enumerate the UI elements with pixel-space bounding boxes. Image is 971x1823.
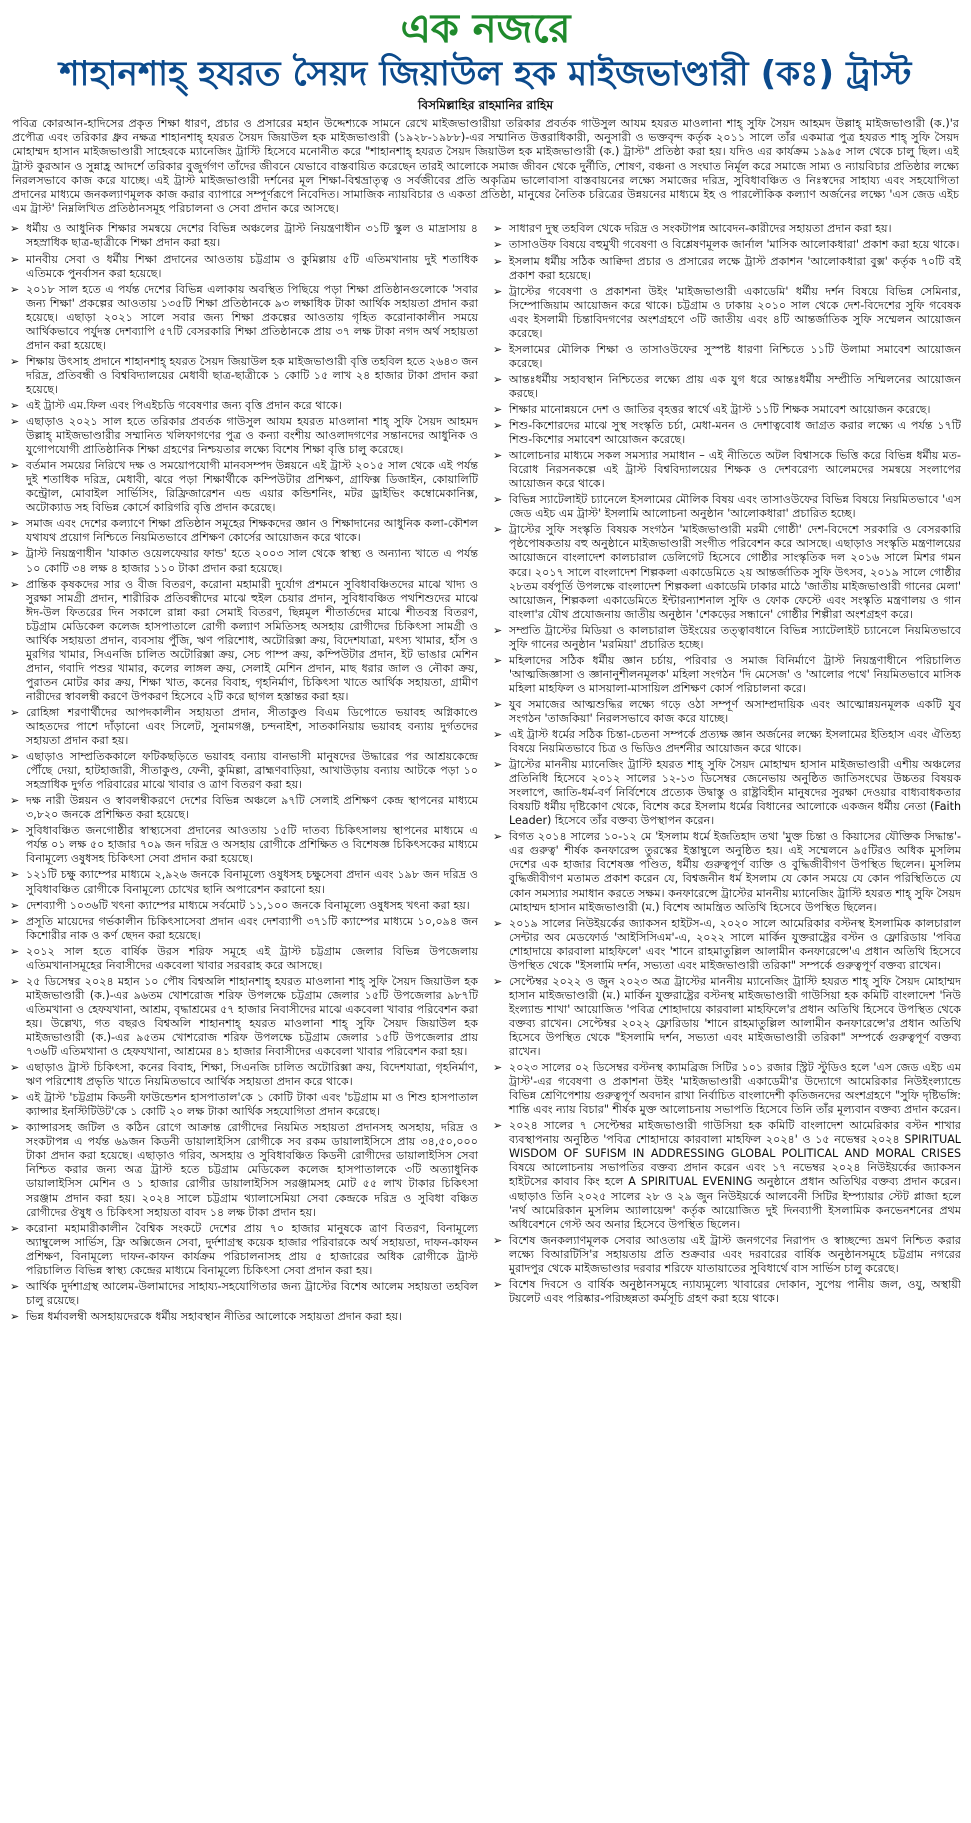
list-item-text: আর্থিক দুর্দশাগ্রস্থ আলেম-উলামাদের সাহায্য-সহযোগিতার জন্য ট্রাস্টের বিশেষ আলেম সহায়তা তহবিল চালু রয়েছে। (26, 1279, 478, 1307)
arrow-right-icon: ➢ (493, 1277, 503, 1291)
list-item-text: ধর্মীয় ও আধুনিক শিক্ষার সমন্বয়ে দেশের বিভিন্ন অঞ্চলের ট্রাস্ট নিয়ন্ত্রণাধীন ৩১টি স্কুল ও মাদ্রাসায় ৪ সহস্রাধিক ছাত্র-ছাত্রীকে শিক্ষা প্রদান করা হয়। (26, 222, 478, 250)
arrow-right-icon: ➢ (493, 254, 503, 268)
list-item-text: শিক্ষায় উৎসাহ প্রদানে শাহানশাহ্ হযরত সৈয়দ জিয়াউল হক মাইজভাণ্ডারী বৃত্তি তহবিল হতে ২৬৪৩ জন দরিদ্র, প্রতিবন্ধী ও বিশ্ববিদ্যালয়ের মেধাবী ছাত্র-ছাত্রীকে ১ কোটি ১৫ লাখ ২৪ হাজার টাকা প্রদান করা হয়েছে। (26, 354, 478, 396)
list-item-text: ২৫ ডিসেম্বর ২০২৪ মহান ১০ পৌষ বিশ্বঅলি শাহানশাহ্ হযরত মাওলানা শাহ্ সুফি সৈয়দ জিয়াউল হক মাইজভাণ্ডারী (ক.)-এর ৯৬তম খোশরোজ শরিফ উপলক্ষে চট্টগ্রাম জেলার ১৫টি উপজেলার ৯৮৭টি এতিমখানা ও হেফযখানা, আশ্রম, বৃদ্ধাশ্রমের ৫৭ হাজার নিবাসীদের মাঝে একবেলা খাবার পরিবেশন করা হয়। উল্লেখ্য, গত বছরও বিশ্বঅলি শাহানশাহ্ হযরত মাওলানা শাহ্ সুফি সৈয়দ জিয়াউল হক মাইজভাণ্ডারী (ক.)-এর ৯৫তম খোশরোজ শরিফ উপলক্ষে চট্টগ্রাম জেলার ১৫টি উপজেলার প্রায় ৭৩৬টি এতিমখানা ও হেফযখানা, আশ্রমের ৪১ হাজার নিবাসীদের একবেলা খাবার পরিবেশন করা হয়। (26, 974, 478, 1059)
list-item (10, 547, 478, 575)
list-item (10, 1091, 478, 1119)
list-item-text: রোহিঙ্গা শরণার্থীদের আপদকালীন সহায়তা প্রদান, সীতাকুণ্ড বিএম ডিপোতে ভয়াবহ অগ্নিকাণ্ডে আহতদের পাশে দাঁড়ানো এবং সিলেট, সুনামগঞ্জ, চন্দনাইশ, সাতকানিয়ায় ভয়াবহ বন্যায় দুর্গতদের সহায়তা প্রদান করা হয়। (26, 705, 478, 748)
list-item-text: এছাড়াও ট্রাস্ট চিকিৎসা, কনের বিবাহ, শিক্ষা, সিএনজি চালিত অটোরিক্সা ক্রয়, বিদেশযাত্রা, গৃহনির্মাণ, ঋণ পরিশোধ প্রভৃতি খাতে নিয়মিতভাবে আর্থিক সহায়তা প্রদান করে থাকে। (26, 1061, 478, 1089)
list-item (10, 975, 478, 1059)
list-item (493, 419, 961, 447)
arrow-right-icon: ➢ (10, 1091, 20, 1105)
list-item-text: বিগত ২০১৪ সালের ১০-১২ মে 'ইসলাম ধর্মে ইজতিহাদ তথা 'মুক্ত চিন্তা ও কিয়াসের যৌক্তিক সিদ্ধান্ত'-এর গুরুত্ব' শীর্ষক কনফারেন্স তুরস্কের ইস্তাম্বুলে অনুষ্ঠিত হয়। এই সম্মেলনে ৯৫টিরও অধিক মুসলিম দেশের এক হাজার বিশেষজ্ঞ পণ্ডিত, ধর্মীয় গুরুত্বপূর্ণ ব্যক্তি ও বুদ্ধিজীবীগণ উপস্থিত ছিলেন। মুসলিম বুদ্ধিজীবীগণ মতামত প্রকাশ করেন যে, বিশ্বজনীন ধর্ম ইসলাম যে কোন সময়ে যে কোন পরিস্থিতিতে যে কোন সমস্যার সমাধান করতে সক্ষম। কনফারেন্সে ট্রাস্টের মাননীয় ম্যানেজিং ট্রাস্টি হযরত শাহ্ সুফি সৈয়দ মোহাম্মদ হাসান মাইজভাণ্ডারী (ম.) বিশেষ আমন্ত্রিত অতিথি হিসেবে উপস্থিত ছিলেন। (509, 830, 961, 914)
right-bullet-list (493, 222, 961, 1305)
arrow-right-icon: ➢ (10, 898, 20, 912)
list-item-text: ভিন্ন ধর্মাবলম্বী অসহায়দেরকে ধর্মীয় সহাবস্থান নীতির আলোকে সহায়তা প্রদান করা হয়। (26, 1309, 403, 1323)
list-item (493, 449, 961, 491)
list-item-text: যুব সমাজের আত্মশুদ্ধির লক্ষ্যে গড়ে ওঠা সম্পূর্ণ অসাম্প্রদায়িক এবং আত্মোন্নয়নমূলক একটি যুব সংগঠন 'তাজকিয়া' নিরলসভাবে কাজ করে যাচ্ছে। (509, 697, 961, 725)
list-item-text: বর্তমান সময়ের নিরিখে দক্ষ ও সময়োপযোগী মানবসম্পদ উন্নয়নে এই ট্রাস্ট ২০১৫ সাল থেকে এই পর্যন্ত দুই শতাধিক দরিদ্র, মেধাবী, ঝরে পড়া শিক্ষার্থীকে কম্পিউটার প্রশিক্ষণ, গ্রাফিক্স ডিজাইন, কোয়ালিটি কন্ট্রোল, মোবাইল সার্ভিসিং, রিফ্রিজারেশন এন্ড এয়ার কন্ডিশনিং, মটর ড্রাইভিং কম্বোমেকানিক্স, অটোক্যাড সহ বিভিন্ন কোর্সে কারিগরি বৃত্তি প্রদান করেছে। (26, 459, 478, 515)
list-item (10, 222, 478, 250)
arrow-right-icon: ➢ (10, 1279, 20, 1293)
arrow-right-icon: ➢ (10, 415, 20, 429)
list-item-text: এছাড়াও সাম্প্রতিককালে ফটিকছড়িতে ভয়াবহ বন্যায় বানভাসী মানুষদের উদ্ধারের পর আশ্রয়কেন্দ্রে পৌঁছে দেয়া, হাটহাজারী, সীতাকুণ্ড, ফেনী, কুমিল্লা, ব্রাহ্মণবাড়িয়া, আখাউড়ায় বন্যায় আটকে পড়া ১০ সহস্রাধিক দুর্গত পরিবারের মাঝে খাবার ও ত্রাণ বিতরণ করা হয়। (26, 750, 478, 792)
arrow-right-icon: ➢ (493, 493, 503, 507)
list-item-text: সম্প্রতি ট্রাস্টের মিডিয়া ও কালচারাল উইংয়ের তত্ত্বাবধানে বিভিন্ন স্যাটেলাইট চ্যানেলে নিয়মিতভাবে সুফি গানের অনুষ্ঠান 'মরমিয়া' প্রচারিত হচ্ছে। (509, 623, 961, 651)
list-item (493, 403, 961, 417)
list-item (493, 758, 961, 828)
list-item-text: আলোচনার মাধ্যমে সকল সমস্যার সমাধান – এই নীতিতে অটল বিশ্বাসকে ভিত্তি করে বিভিন্ন ধর্মীয় মত-বিরোধ নিরসনকল্পে এই ট্রাস্ট বিশ্ববিদ্যালয়ের শিক্ষক ও দেশবরেণ্য আলেমদের সমন্বয়ে সংলাপের আয়োজন করে থাকে। (509, 449, 961, 491)
arrow-right-icon: ➢ (10, 944, 20, 958)
left-column (10, 222, 478, 1702)
page-title: শাহানশাহ্ হযরত সৈয়দ জিয়াউল হক মাইজভাণ্ডারী (কঃ) ট্রাস্ট (59, 54, 912, 94)
list-item-text: আন্তঃধর্মীয় সহাবস্থান নিশ্চিতের লক্ষ্যে প্রায় এক যুগ ধরে আন্তঃধর্মীয় সম্প্রীতি সম্মিলনের আয়োজন করছে। (509, 372, 961, 400)
list-item-text: ট্রাস্ট নিয়ন্ত্রণাধীন 'যাকাত ওয়েলফেয়ার ফান্ড' হতে ২০০৩ সাল থেকে স্বাস্থ্য ও অন্যান্য খাতে এ পর্যন্ত ১০ কোটি ৩৪ লক্ষ ৪ হাজার ১১০ টাকা প্রদান করা হয়েছে। (26, 547, 478, 575)
bismillah-line: বিসমিল্লাহির রাহমানির রাহিম (417, 98, 554, 112)
list-item (10, 868, 478, 896)
arrow-right-icon: ➢ (493, 728, 503, 742)
list-item-text: দক্ষ নারী উন্নয়ন ও স্বাবলম্বীকরণে দেশের বিভিন্ন অঞ্চলে ৯৭টি সেলাই প্রশিক্ষণ কেন্দ্র স্থাপনের মাধ্যমে ৩,৮২০ জনকে প্রশিক্ষিত করা হয়েছে। (26, 794, 478, 822)
list-item-text: ট্রাস্টের মাননীয় ম্যানেজিং ট্রাস্টি হযরত শাহ্ সুফি সৈয়দ মোহাম্মদ হাসান মাইজভাণ্ডারী এশীয় অঞ্চলের প্রতিনিধি হিসেবে ২০১২ সালের ১২-১৩ ডিসেম্বর জেনেভায় অনুষ্ঠিত জাতিসংঘের উচ্চতর বিষয়ক সংলাপে, জাতি-ধর্ম-বর্ণ নির্বিশেষে প্রত্যেক উদ্বাস্তু ও রাষ্ট্রবিহীন মানুষদের সুরক্ষা দেওয়ার বাধ্যবাধকতার বিষয়টি ধর্মীয় দৃষ্টিকোণ থেকে, বিশেষ করে ইসলাম ধর্মের বিধানের আলোকে একজন ধর্মীয় নেতা (Faith Leader) হিসেবে তাঁর বক্তব্য উপস্থাপন করেন। (509, 758, 961, 828)
arrow-right-icon: ➢ (10, 868, 20, 882)
list-item (10, 945, 478, 973)
arrow-right-icon: ➢ (10, 1221, 20, 1235)
document-page (0, 6, 971, 1823)
list-item-text: ক্যান্সারসহ জটিল ও কঠিন রোগে আক্রান্ত রোগীদের নিয়মিত সহায়তা প্রদানসহ অসহায়, দরিদ্র ও সংকটাপন্ন এ পর্যন্ত ৬৯জন কিডনী ডায়ালাইসিস রোগীকে সব রকম ডায়ালাইসিসে প্রায় ৩৪,৫০,০০০ টাকা প্রদান করা হয়েছে। এছাড়াও গরিব, অসহায় ও সুবিধাবঞ্চিত কিডনী রোগীদের ডায়ালাইসিস সেবা নিশ্চিত করার জন্য অত্র ট্রাস্ট হতে চট্টগ্রাম মেডিকেল কলেজ হাসপাতালকে ৩টি অত্যাধুনিক ডায়ালাইসিস মেশিন ও ১ হাজার রোগীর ডায়ালাইসিস সরঞ্জামসহ মোট ৫৫ লাখ টাকার চিকিৎসা সরঞ্জাম প্রদান করা হয়। ২০২৪ সালে চট্টগ্রাম থ্যালাসেমিয়া সেবা কেন্দ্রকে দরিদ্র ও সুবিধা বঞ্চিত রোগীদের ঔষুধ ও চিকিৎসা সহায়তা বাবদ ১৪ লক্ষ টাকা প্রদান হয়। (26, 1121, 478, 1219)
list-item-text: সমাজ এবং দেশের কল্যাণে শিক্ষা প্রতিষ্ঠান সমূহের শিক্ষকদের জ্ঞান ও শিক্ষাদানের আধুনিক কলা-কৌশল যথাযথ প্রয়োগ নিশ্চিতে নিয়মিতভাবে প্রশিক্ষণ কোর্সের আয়োজন করে থাকে। (26, 517, 478, 545)
list-item-text: মানবীয় সেবা ও ধর্মীয় শিক্ষা প্রদানের আওতায় চট্টগ্রাম ও কুমিল্লায় ৫টি এতিমখানায় দুই শতাধিক এতিমকে পুনর্বাসন করা হয়েছে। (26, 252, 478, 280)
arrow-right-icon: ➢ (10, 914, 20, 928)
arrow-right-icon: ➢ (10, 794, 20, 808)
list-item (493, 698, 961, 726)
arrow-right-icon: ➢ (10, 222, 20, 236)
arrow-right-icon: ➢ (493, 1061, 503, 1075)
arrow-right-icon: ➢ (493, 1233, 503, 1247)
bullet-columns (10, 222, 961, 1702)
arrow-right-icon: ➢ (10, 282, 20, 296)
arrow-right-icon: ➢ (493, 449, 503, 463)
list-item (10, 915, 478, 943)
list-item (10, 399, 478, 413)
arrow-right-icon: ➢ (10, 750, 20, 764)
list-item (10, 794, 478, 822)
list-item (493, 830, 961, 914)
list-item (10, 899, 478, 913)
arrow-right-icon: ➢ (493, 419, 503, 433)
arrow-right-icon: ➢ (493, 1119, 503, 1133)
arrow-right-icon: ➢ (10, 354, 20, 368)
list-item (493, 728, 961, 756)
right-column (493, 222, 961, 1702)
list-item-text: এই ট্রাস্ট ধর্মের সঠিক চিন্তা-চেতনা সম্পর্কে প্রত্যক্ষ জ্ঞান অর্জনের লক্ষ্যে ইসলামের ইতিহাস এবং ঐতিহ্য বিষয়ে নিয়মিতভাবে চিত্র ও ভিডিও প্রদর্শনীর আয়োজন করে থাকে। (509, 728, 961, 756)
arrow-right-icon: ➢ (493, 974, 503, 988)
arrow-right-icon: ➢ (493, 758, 503, 772)
arrow-right-icon: ➢ (10, 547, 20, 561)
list-item (493, 917, 961, 973)
arrow-right-icon: ➢ (493, 697, 503, 711)
list-item (493, 343, 961, 371)
list-item (493, 238, 961, 252)
list-item-text: বিভিন্ন স্যাটেলাইট চ্যানেলে ইসলামের মৌলিক বিষয় এবং তাসাওউফের বিভিন্ন বিষয়ে নিয়মিতভাবে 'এস জেড এইচ এম ট্রাস্ট' ইসলামি আলোচনা অনুষ্ঠান 'আলোকধারা' প্রচারিত হচ্ছে। (509, 493, 961, 521)
list-item (493, 624, 961, 652)
list-item-text: বিশেষ জনকল্যাণমূলক সেবার আওতায় এই ট্রাস্ট জনগণের নিরাপদ ও স্বাচ্ছন্দ্যে ভ্রমণ নিশ্চিত করার লক্ষ্যে বিআরটিসি'র সহায়তায় প্রতি শুক্রবার এবং দরবারের বার্ষিক অনুষ্ঠানসমূহে চট্টগ্রাম নগরের মুরাদপুর থেকে মাইজভাণ্ডার দরবার শরিফে যাতায়াতের সুবিধার্থে বাস সার্ভিস চালু করেছে। (509, 1233, 961, 1275)
list-item-text: ট্রাস্টের গবেষণা ও প্রকাশনা উইং 'মাইজভাণ্ডারী একাডেমি' ধর্মীয় দর্শন বিষয়ে বিভিন্ন সেমিনার, সিম্পোজিয়াম আয়োজন করে থাকে। চট্টগ্রাম ও ঢাকায় ২০১০ সাল থেকে দেশ-বিদেশের সুফি গবেষক এবং ইসলামী চিন্তাবিদগণের অংশগ্রহণে ৩টি জাতীয় এবং ৪টি আন্তর্জাতিক সুফি সম্মেলন আয়োজন করেছে। (509, 284, 961, 340)
arrow-right-icon: ➢ (10, 705, 20, 719)
arrow-right-icon: ➢ (493, 916, 503, 930)
list-item-text: এই ট্রাস্ট 'চট্টগ্রাম কিডনী ফাউন্ডেশন হাসপাতাল'কে ১ কোটি টাকা এবং 'চট্টগ্রাম মা ও শিশু হাসপাতাল ক্যান্সার ইনস্টিটিউট'কে ১ কোটি ২০ লক্ষ টাকা আর্থিক সহযোগিতা প্রদান করেছে। (26, 1091, 478, 1119)
list-item-text: বিশেষ দিবসে ও বার্ষিক অনুষ্ঠানসমূহে ন্যায্যমূল্যে খাবারের দোকান, সুপেয় পানীয় জল, ওযু, অস্থায়ী টয়লেট এবং পরিষ্কার-পরিচ্ছন্নতা কর্মসূচি গ্রহণ করা হয়ে থাকে। (509, 1277, 961, 1305)
list-item-text: প্রসূতি মায়েদের গর্ভকালীন চিকিৎসাসেবা প্রদান এবং দেশব্যাপী ৩৭১টি ক্যাম্পের মাধ্যমে ১০,০৯৪ জন কিশোরীর নাক ও কর্ণ ছেদন করা হয়েছে। (26, 914, 478, 942)
arrow-right-icon: ➢ (10, 517, 20, 531)
list-item (10, 1222, 478, 1278)
arrow-right-icon: ➢ (493, 523, 503, 537)
arrow-right-icon: ➢ (493, 222, 503, 236)
list-item-text: তাসাওউফ বিষয়ে বহুমুখী গবেষণা ও বিশ্লেষণমূলক জার্নাল 'মাসিক আলোকধারা' প্রকাশ করা হয়ে থাকে। (509, 238, 960, 252)
list-item (10, 253, 478, 281)
list-item (10, 706, 478, 748)
list-item (10, 578, 478, 704)
arrow-right-icon: ➢ (493, 653, 503, 667)
list-item (493, 523, 961, 621)
arrow-right-icon: ➢ (493, 830, 503, 844)
list-item-text: এছাড়াও ২০২১ সাল হতে তরিকার প্রবর্তক গাউসুল আযম হযরত মাওলানা শাহ্ সুফি সৈয়দ আহমদ উল্লাহ্ মাইজভাণ্ডারীর সম্মানিত খলিফাগণের পুত্র ও কন্যা বংশীয় আওলাদগণের সন্তানদের আধুনিক ও যুগোপযোগী প্রাতিষ্ঠানিক শিক্ষা গ্রহণের নিশ্চয়তার লক্ষ্যে বিশেষ শিক্ষা বৃত্তি চালু করেছে। (26, 415, 478, 457)
arrow-right-icon: ➢ (10, 1121, 20, 1135)
arrow-right-icon: ➢ (493, 372, 503, 386)
list-item (10, 824, 478, 866)
arrow-right-icon: ➢ (493, 342, 503, 356)
arrow-right-icon: ➢ (10, 252, 20, 266)
list-item-text: শিশু-কিশোরদের মাঝে সুস্থ সংস্কৃতি চর্চা, মেধা-মনন ও দেশাত্ববোধ জাগ্রত করার লক্ষ্যে এ পর্যন্ত ১৭টি শিশু-কিশোর সমাবেশ আয়োজন করেছে। (509, 419, 961, 447)
list-item (493, 1061, 961, 1117)
list-item (493, 654, 961, 696)
list-item (493, 255, 961, 283)
list-item (10, 1061, 478, 1089)
list-item-text: ১২১টি চক্ষু ক্যাম্পের মাধ্যমে ২,৯২৬ জনকে বিনামূল্যে ওষুধসহ চক্ষুসেবা প্রদান এবং ১৯৮ জন দরিদ্র ও সুবিধাবঞ্চিত রোগীকে বিনামূল্যে চোখের ছানি অপারেশন করানো হয়। (26, 868, 478, 896)
left-bullet-list (10, 222, 478, 1324)
list-item-text: সুবিধাবঞ্চিত জনগোষ্ঠীর স্বাস্থ্যসেবা প্রদানের আওতায় ১৫টি দাতব্য চিকিৎসালয় স্থাপনের মাধ্যমে এ পর্যন্ত ০১ লক্ষ ৫০ হাজার ৭০৯ জন দরিদ্র ও অসহায় রোগীকে প্রশিক্ষিত ও বিশেষজ্ঞ চিকিৎসকের মাধ্যমে বিনামূল্যে ওষুধসহ চিকিৎসা সেবা প্রদান করা হয়েছে। (26, 824, 478, 866)
list-item (10, 415, 478, 457)
list-item-text: সেপ্টেম্বর ২০২২ ও জুন ২০২৩ অত্র ট্রাস্টের মাননীয় ম্যানেজিং ট্রাস্টি হযরত শাহ্ সুফি সৈয়দ মোহাম্মদ হাসান মাইজভাণ্ডারী (ম.) মার্কিন যুক্তরাষ্ট্রের বস্টনস্থ মাইজভাণ্ডারী গাউসিয়া হক কমিটি বাংলাদেশ 'নিউ ইংল্যান্ড শাখা' আয়োজিত 'পবিত্র শোহাদায়ে কারবালা মাহফিলে'র প্রধান অতিথি হিসেবে উপস্থিত থেকে বক্তব্য রাখেন। সেপ্টেম্বর ২০২২ ফ্লোরিডায় 'শানে রাহমাতুল্লিল আলামীন কনফারেন্সে'র প্রধান অতিথি হিসেবে উপস্থিত থেকে "ইসলামি দর্শন, সভ্যতা এবং মাইজভাণ্ডারী তরিকা" সম্পর্কে গুরুত্বপূর্ণ বক্তব্য রাখেন। (509, 974, 961, 1059)
kicker-heading: এক নজরে (400, 6, 571, 52)
list-item (10, 283, 478, 353)
list-item-text: সাধারণ দুস্থ তহবিল থেকে দরিদ্র ও সংকটাপন্ন আবেদন-কারীদের সহায়তা প্রদান করা হয়। (509, 222, 892, 236)
arrow-right-icon: ➢ (10, 824, 20, 838)
list-item (493, 373, 961, 401)
intro-paragraph: পবিত্র কোরআন-হাদিসের প্রকৃত শিক্ষা ধারণ, প্রচার ও প্রসারের মহান উদ্দেশ্যকে সামনে রেখে মাইজভাণ্ডারীয়া তরিকার প্রবর্তক গাউসুল আযম হযরত মাওলানা শাহ্ সুফি সৈয়দ আহমদ উল্লাহ্ মাইজভাণ্ডারী (ক.)'র প্রপৌত্র এবং তরিকার ধ্রুব নক্ষত্র শাহানশাহ্ হযরত সৈয়দ জিয়াউল হক মাইজভাণ্ডারী (১৯২৮-১৯৮৮)-এর সম্মানিত উত্তরাধিকারী, অনুসারী ও ভক্তবৃন্দ কর্তৃক ২০১১ সালে তাঁর একমাত্র পুত্র হযরত শাহ্ সুফি সৈয়দ মোহাম্মদ হাসান মাইজভাণ্ডারী সাহেবকে ম্যানেজিং ট্রাস্টি হিসেবে মনোনীত করে "শাহানশাহ্ হযরত সৈয়দ জিয়াউল হক মাইজভাণ্ডারী (ক.) ট্রাস্ট" প্রতিষ্ঠা করা হয়। যদিও এর কার্যক্রম ১৯৯৫ সাল থেকে চালু ছিল। এই ট্রাস্ট কুরআন ও সুন্নাহ্র আদর্শে তরিকার বুজুর্গগণ তাঁদের জীবনে যেভাবে বাস্তবায়িত করেছেন তারই আলোকে সমাজ জীবন থেকে দুর্নীতি, শোষণ, বঞ্চনা ও সংঘাত নির্মূল করে সমাজে সাম্য ও ন্যায়বিচার প্রতিষ্ঠার লক্ষ্যে নিরলসভাবে কাজ করে যাচ্ছে। এই ট্রাস্ট মাইজভাণ্ডারী দর্শনের মূল শিক্ষা-বিশ্বভ্রাতৃত্ব ও সর্বজীবের প্রতি অকৃত্রিম ভালোবাসা বাস্তবায়নের লক্ষ্যে সমাজের দরিদ্র, সুবিধাবঞ্চিত ও নিঃস্বদের সাহায্য এবং সহযোগিতা প্রদানের মাধ্যমে জনকল্যাণমূলক কাজ করার ব্যাপারে সম্পূর্ণরূপে নিবেদিত। সামাজিক ন্যায়বিচার ও একতা প্রতিষ্ঠা, মানুষের নৈতিক চরিত্রের উন্নয়নের মাধ্যমে ইহ ও পারলৌকিক কল্যাণ অর্জনের লক্ষ্যে 'এস জেড এইচ এম ট্রাস্ট' নিম্নলিখিত প্রতিষ্ঠানসমূহ পরিচালনা ও সেবা প্রদান করে আসছে। (12, 117, 959, 216)
arrow-right-icon: ➢ (10, 974, 20, 988)
list-item (10, 517, 478, 545)
list-item (493, 1234, 961, 1276)
list-item-text: ২০১৮ সাল হতে এ পর্যন্ত দেশের বিভিন্ন এলাকায় অবস্থিত পিছিয়ে পড়া শিক্ষা প্রতিষ্ঠানগুলোকে 'সবার জন্য শিক্ষা' প্রকল্পের আওতায় ১৩৫টি শিক্ষা প্রতিষ্ঠানকে ৯৩ লক্ষাধিক টাকা আর্থিক সহায়তা প্রদান করা হয়েছে। এছাড়া ২০২১ সালে সবার জন্য শিক্ষা প্রকল্পের আওতায় গৃহিত করোনাকালীন সময়ে আর্থিকভাবে পর্যুদস্ত দেশব্যাপি ৫৭টি বেসরকারি শিক্ষা প্রতিষ্ঠানকে প্রায় ৩৭ লক্ষ টাকা নগদ অর্থ সহায়তা প্রদান করা হয়েছে। (26, 282, 478, 352)
arrow-right-icon: ➢ (10, 1061, 20, 1075)
arrow-right-icon: ➢ (10, 459, 20, 473)
arrow-right-icon: ➢ (10, 1309, 20, 1323)
list-item (10, 1280, 478, 1308)
list-item-text: ২০১৯ সালের নিউইয়র্কের জ্যাকসন হাইটস-এ, ২০২০ সালে আমেরিকার বস্টনস্থ ইসলামিক কালচারাল সেন্টার অব মেডফোর্ড 'আইসিসিএম'-এ, ২০২২ সালে মার্কিন যুক্তরাষ্ট্রের বস্টন ও ফ্লোরিডায় 'পবিত্র শোহাদায়ে কারবালা মাহফিলে' এবং 'শানে রাহমাতুল্লিল আলামীন কনফারেন্সে'এ প্রধান অতিথি হিসেবে উপস্থিত থেকে "ইসলামি দর্শন, সভ্যতা এবং মাইজভাণ্ডারী তরিকা" সম্পর্কে গুরুত্বপূর্ণ বক্তব্য রাখেন। (509, 916, 961, 972)
list-item-text: ইসলামের মৌলিক শিক্ষা ও তাসাওউফের সুস্পষ্ট ধারণা নিশ্চিতে ১১টি উলামা সমাবেশ আয়োজন করেছে। (509, 342, 961, 370)
list-item-text: এই ট্রাস্ট এম.ফিল এবং পিএইচডি গবেষণার জন্য বৃত্তি প্রদান করে থাকে। (26, 398, 342, 412)
list-item-text: ইসলাম ধর্মীয় সঠিক আক্বিদা প্রচার ও প্রসারের লক্ষে ট্রাস্ট প্রকাশন 'আলোকধারা বুক্স' কর্তৃক ৭০টি বই প্রকাশ করা হয়েছে। (509, 254, 961, 282)
list-item (493, 1119, 961, 1231)
list-item-text: ট্রাস্টের সুফি সংস্কৃতি বিষয়ক সংগঠন 'মাইজভাণ্ডারী মরমী গোষ্ঠী' দেশ-বিদেশে সরকারি ও বেসরকারি পৃষ্ঠপোষকতায় বহু অনুষ্ঠানে মাইজভাণ্ডারী সংগীত পরিবেশন করে আসছে। এছাড়াও সংস্কৃতি মন্ত্রণালয়ের আয়োজনে বাংলাদেশ কালচারাল ডেলিগেট হিসেবে গোষ্ঠীর সাংস্কৃতিক দল ২০১৬ সালে মিশর গমন করে। ২০১৭ সালে বাংলাদেশ শিল্পকলা একাডেমিতে ২য় আন্তর্জাতিক সুফি উৎসব, ২০১৯ সালে গোষ্ঠীর ২৮তম বর্ষপূর্তি উপলক্ষে বাংলাদেশ শিল্পকলা একাডেমি ঢাকার মাঠে 'জাতীয় মাইজভাণ্ডারী গানের মেলা' আয়োজন, শিল্পকলা একাডেমিতে ইন্টারন্যাশনাল সুফি ও ফোক ফেস্টে এবং সংস্কৃতি মন্ত্রণালয় ও গান বাংলা'র যৌথ প্রযোজনায় জাতীয় অনুষ্ঠান 'শেকড়ের সন্ধানে' গোষ্ঠীর শিল্পীরা অংশগ্রহণ করে। (509, 523, 961, 621)
list-item (493, 493, 961, 521)
arrow-right-icon: ➢ (10, 577, 20, 591)
list-item (493, 1278, 961, 1306)
list-item-text: দেশব্যাপী ১০৩৬টি খৎনা ক্যাম্পের মাধ্যমে সর্বমোট ১১,১০০ জনকে বিনামূল্যে ওষুধসহ খৎনা করা হয়। (26, 898, 470, 912)
list-item (493, 285, 961, 341)
list-item-text: ২০২৪ সালের ৭ সেপ্টেম্বর মাইজভাণ্ডারী গাউসিয়া হক কমিটি বাংলাদেশ আমেরিকার বস্টন শাখার ব্যবস্থাপনায় অনুষ্ঠিত 'পবিত্র শোহাদায়ে কারবালা মাহফিল ২০২৪' ও ১৫ নভেম্বর ২০২৪ SPIRITUAL WISDOM OF SUFISM IN ADDRESSING GLOBAL POLITICAL AND MORAL CRISES বিষয়ে আলোচনায় সভাপতির বক্তব্য প্রদান করেন এবং ১৭ নভেম্বর ২০২৪ নিউইয়র্কের জ্যাকসন হাইটসের কাবাব কিং হলে A SPIRITUAL EVENING অনুষ্ঠানে প্রধান অতিথির বক্তব্য প্রদান করেন। এছাড়াও তিনি ২০২৫ সালের ২৮ ও ২৯ জুন নিউইয়র্কে আলবেনী সিটির ইম্প্যায়ার স্টেট প্লাজা হলে 'নর্থ আমেরিকান মুসলিম অ্যালায়েন্স' কর্তৃক আয়োজিত দুই দিনব্যাপী ইসলামিক কনভেনশনের প্রথম অধিবেশনে গেস্ট অব অনার হিসেবে উপস্থিত ছিলেন। (509, 1119, 961, 1231)
list-item (10, 750, 478, 792)
list-item-text: শিক্ষার মানোন্নয়নে দেশ ও জাতির বৃহত্তর স্বার্থে এই ট্রাস্ট ১১টি শিক্ষক সমাবেশ আয়োজন করেছে। (509, 402, 931, 416)
list-item (493, 222, 961, 236)
list-item (10, 459, 478, 515)
list-item-text: ২০২৩ সালের ০২ ডিসেম্বর বস্টনস্থ ক্যামব্রিজ সিটির ১০১ রজার স্ট্রিট স্টুডিও হলে 'এস জেড এইচ এম ট্রাস্ট'-এর গবেষণা ও প্রকাশনা উইং 'মাইজভাণ্ডারী একাডেমী'র উদ্যোগে আমেরিকার নিউইংল্যান্ডে বিভিন্ন শ্রেণিপেশায় গুরুত্বপূর্ণ অবদান রাখা নির্বাচিত বাংলাদেশী কৃতিজনদের অংশগ্রহণে "সুফি দৃষ্টিভঙ্গি: শান্তি এবং ন্যায় বিচার" শীর্ষক মুক্ত আলোচনায় সভাপতি হিসেবে তিনি তাঁর মূল্যবান বক্তব্য প্রদান করেন। (509, 1061, 961, 1117)
list-item-text: প্রান্তিক কৃষকদের সার ও বীজ বিতরণ, করোনা মহামারী দুর্যোগ প্রশমনে সুবিধাবঞ্চিতদের মাঝে খাদ্য ও সুরক্ষা সামগ্রী প্রদান, শারীরিক প্রতিবন্ধীদের মাঝে হুইল চেয়ার প্রদান, সুবিধাবঞ্চিত পথশিশুদের মাঝে ঈদ-উল ফিতরের দিন সকালে রান্না করা সেমাই বিতরণ, ছিন্নমূল শীতার্তদের মাঝে শীতবস্ত্র বিতরণ, চট্টগ্রাম মেডিকেল কলেজ হাসপাতালে রোগী কল্যাণ সমিতিসহ অসহায় রোগীদের চিকিৎসা সামগ্রী ও আর্থিক সহায়তা প্রদান, ব্যবসায় পুঁজি, ঋণ পরিশোধ, অটোরিক্সা ক্রয়, বিদেশযাত্রা, মৎস্য খামার, হাঁস ও মুরগির খামার, সিএনজি চালিত অটোরিক্সা ক্রয়, সেচ পাম্প ক্রয়, কম্পিউটার প্রদান, ইট ভাঙার মেশিন প্রদান, গবাদি পশুর খামার, কলের লাঙ্গল ক্রয়, সেলাই মেশিন প্রদান, মাছ ধরার জাল ও নৌকা ক্রয়, পুরাতন মোটর কার ক্রয়, শিক্ষা খাত, কনের বিবাহ, গৃহনির্মাণ, চিকিৎসা খাতে আর্থিক সহায়তা, গ্রামীণ নারীদের স্বাবলম্বী করণে উপকরণ হিসেবে ২টি করে ছাগল হস্তান্তর করা হয়। (26, 577, 478, 703)
list-item-text: করোনা মহামারীকালীন বৈশ্বিক সংকটে দেশের প্রায় ৭০ হাজার মানুষকে ত্রাণ বিতরণ, বিনামূল্যে অ্যাম্বুলেন্স সার্ভিস, ফ্রি অক্সিজেন সেবা, দুর্দশাগ্রস্থ কয়েক হাজার পরিবারকে অর্থ সহায়তা, দাফন-কাফন প্রশিক্ষণ, বিনামূল্যে দাফন-কাফন কার্যক্রম পরিচালনাসহ প্রায় ৫ হাজারের অধিক রোগীকে ট্রাস্ট পরিচালিত বিভিন্ন স্বাস্থ্য কেন্দ্রের মাধ্যমে বিনামূল্যে চিকিৎসা সেবা প্রদান করা হয়। (26, 1221, 478, 1277)
list-item-text: ২০১২ সাল হতে বার্ষিক উরস শরিফ সমূহে এই ট্রাস্ট চট্টগ্রাম জেলার বিভিন্ন উপজেলায় এতিমখানাসমূহের নিবাসীদের একবেলা খাবার সরবরাহ করে আসছে। (26, 944, 478, 972)
list-item-text: মহিলাদের সঠিক ধর্মীয় জ্ঞান চর্চায়, পরিবার ও সমাজ বিনির্মাণে ট্রাস্ট নিয়ন্ত্রণাধীনে পরিচালিত 'আত্মজিজ্ঞাসা ও জ্ঞানানুশীলনমূলক' মহিলা সংগঠন 'দি মেসেজ' ও 'আলোর পথে' নিয়মিতভাবে মাসিক মহিলা মাহফিল ও মাসয়ালা-মাসায়িল প্রশিক্ষণ কোর্স পরিচালনা করে। (509, 653, 961, 695)
arrow-right-icon: ➢ (493, 402, 503, 416)
list-item (10, 355, 478, 397)
list-item (10, 1121, 478, 1219)
arrow-right-icon: ➢ (493, 238, 503, 252)
list-item (10, 1310, 478, 1324)
arrow-right-icon: ➢ (493, 284, 503, 298)
list-item (493, 975, 961, 1059)
arrow-right-icon: ➢ (493, 623, 503, 637)
arrow-right-icon: ➢ (10, 398, 20, 412)
